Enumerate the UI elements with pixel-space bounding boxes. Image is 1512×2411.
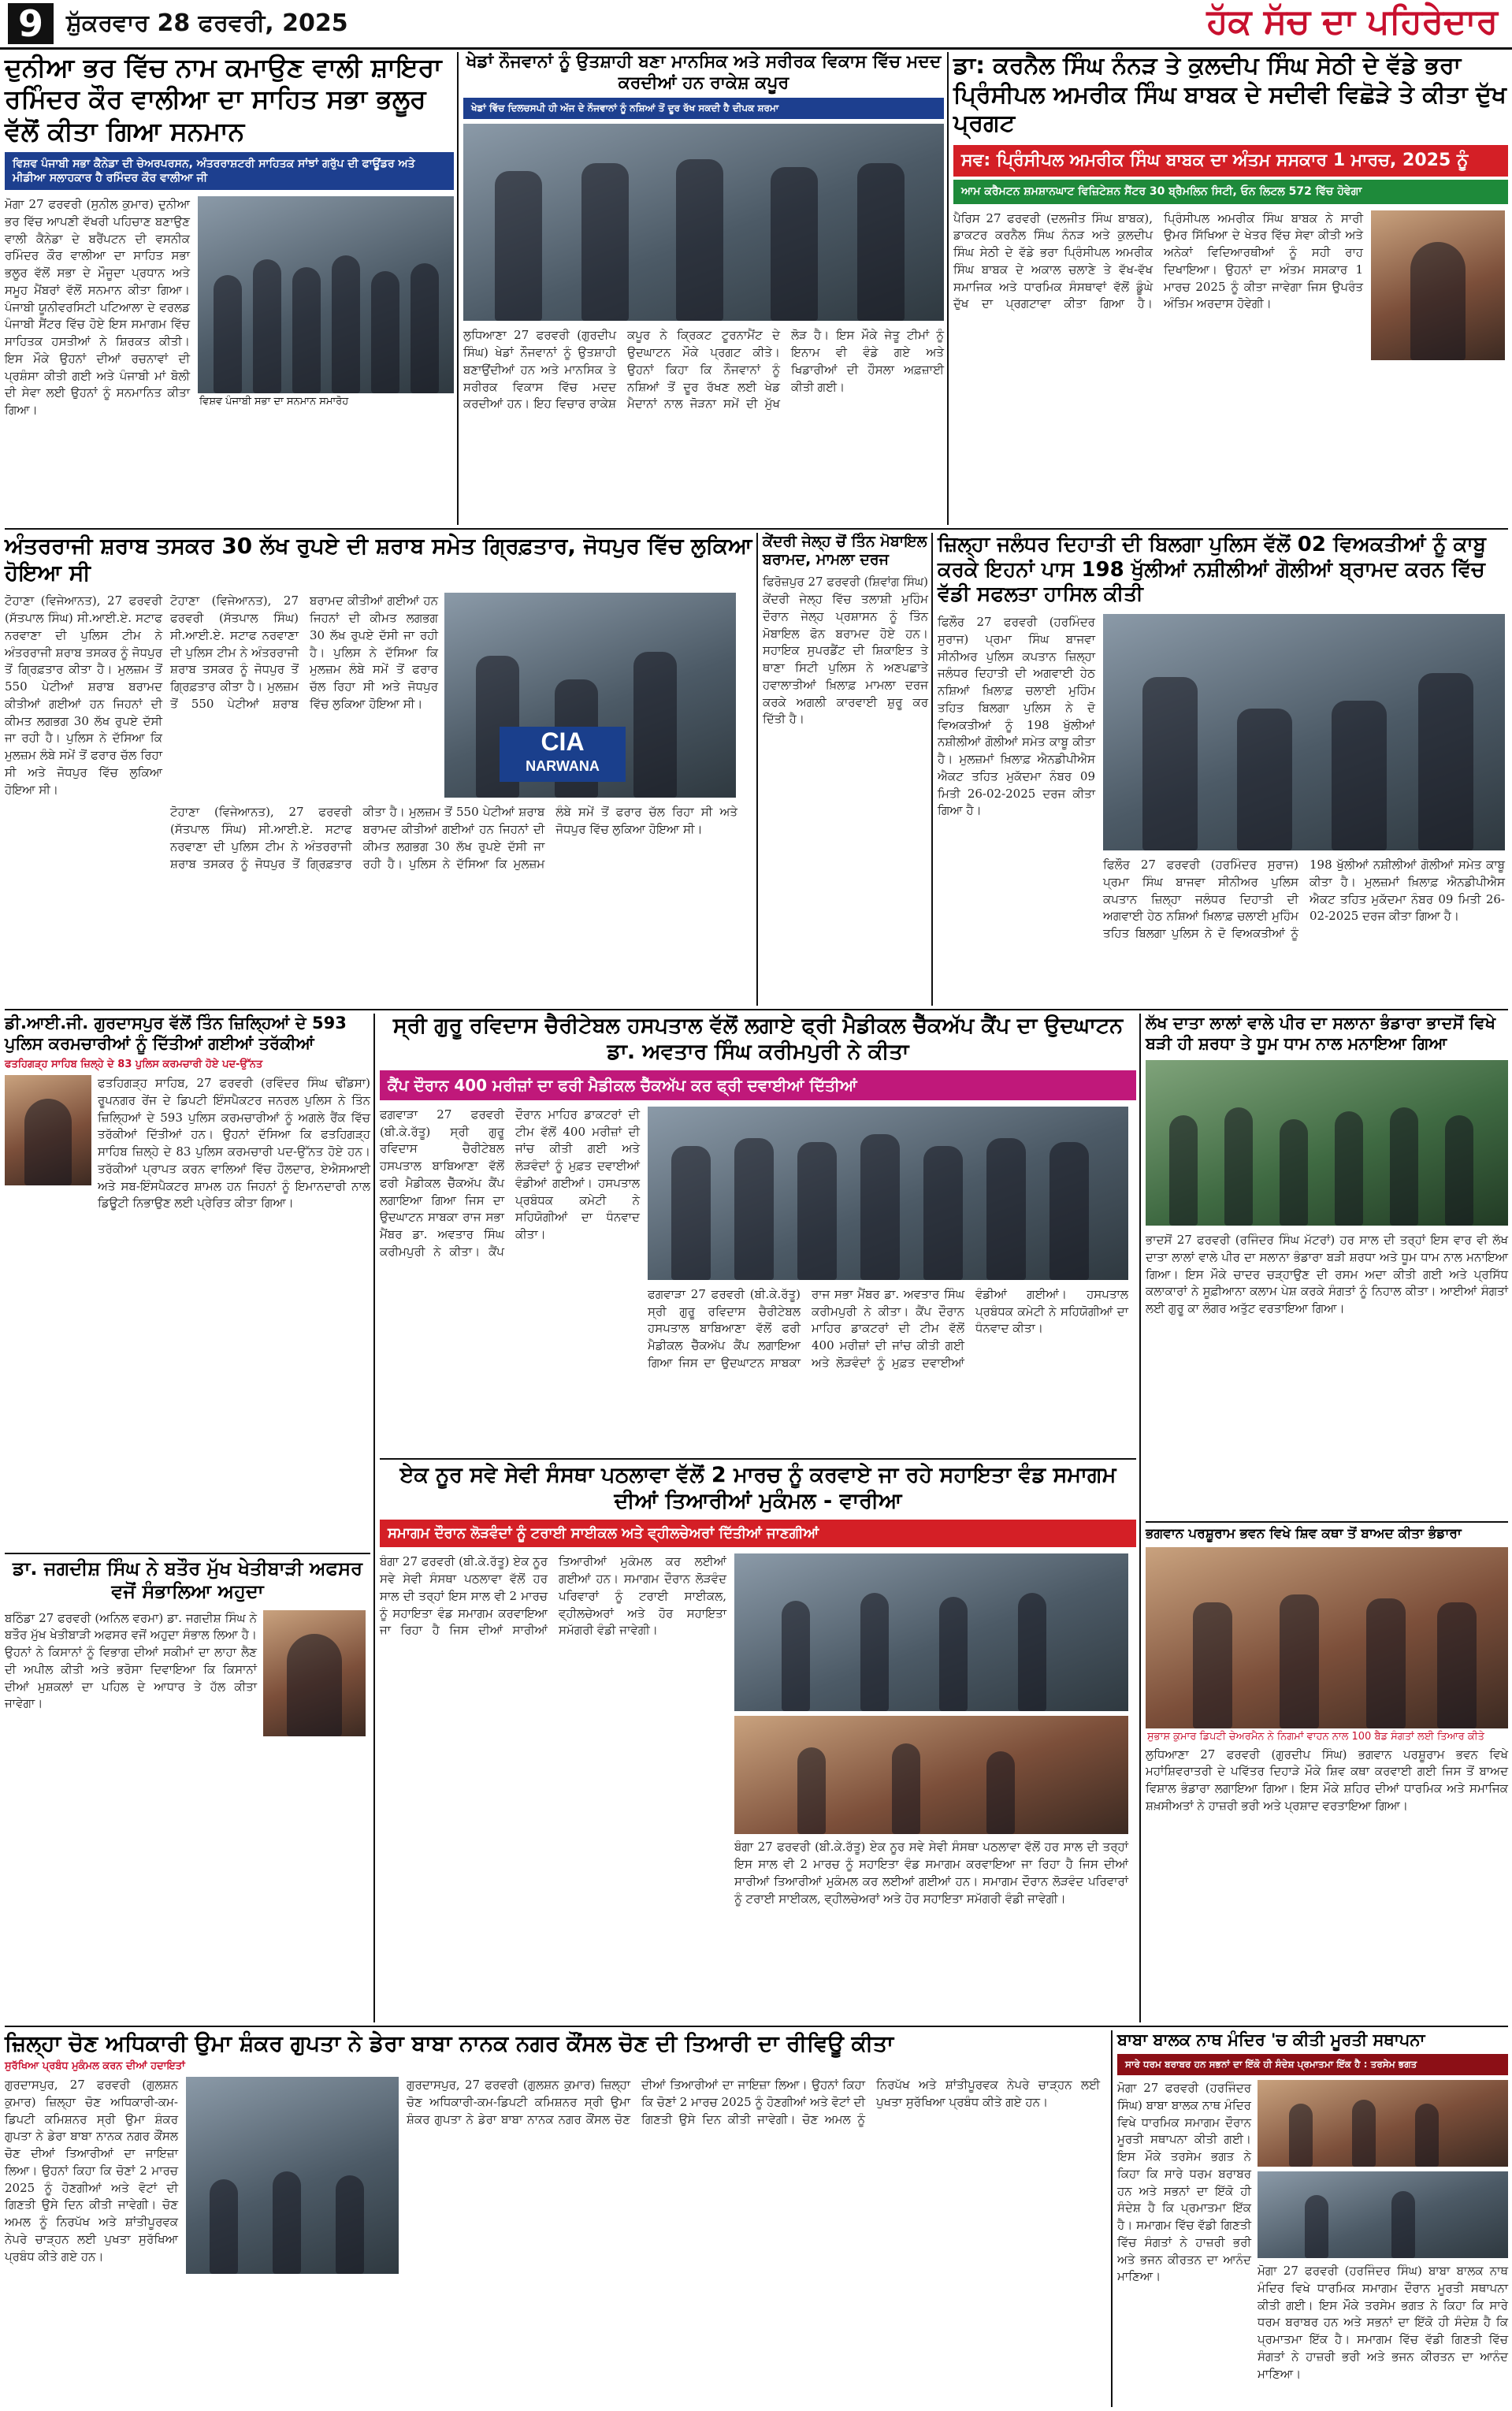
story-headline: ਏਕ ਨੂਰ ਸਵੇ ਸੇਵੀ ਸੰਸਥਾ ਪਠਲਾਵਾ ਵੱਲੋਂ 2 ਮਾਰਚ ਨੂੰ ਕਰਵਾਏ ਜਾ ਰਹੇ ਸਹਾਇਤਾ ਵੰਡ ਸਮਾਗਮ ਦੀਆਂ ਤਿਆਰੀਆਂ ਮੁਕੰਮਲ - ਵਾਰੀਆ (399, 1463, 1116, 1513)
photo-caption: ਸੁਭਾਸ਼ ਕੁਮਾਰ ਡਿਪਟੀ ਚੇਅਰਮੈਨ ਨੇ ਨਿਗਮਾਂ ਵਾਹਨ ਨਾਲ 100 ਬੈਡ ਸੰਗਤਾਂ ਲਈ ਤਿਆਰ ਕੀਤੇ (1147, 1730, 1484, 1743)
story-murti-sthapna (1117, 2030, 1508, 2407)
page-number: 9 (8, 3, 54, 44)
story-body: ਫਤਹਿਗੜ੍ਹ ਸਾਹਿਬ, 27 ਫਰਵਰੀ (ਰਵਿੰਦਰ ਸਿੰਘ ਢੀਂਡਸਾ) ਰੂਪਨਗਰ ਰੇਂਜ ਦੇ ਡਿਪਟੀ ਇੰਸਪੈਕਟਰ ਜਨਰਲ ਪੁਲਿਸ ਨੇ ਤਿੰਨ ਜ਼ਿਲ੍ਹਿਆਂ ਦੇ 593 ਪੁਲਿਸ ਕਰਮਚਾਰੀਆਂ ਨੂੰ ਅਗਲੇ ਰੈਂਕ ਵਿੱਚ ਤਰੱਕੀਆਂ ਦਿੱਤੀਆਂ ਹਨ। ਉਹਨਾਂ ਦੱਸਿਆ ਕਿ ਫਤਹਿਗੜ੍ਹ ਸਾਹਿਬ ਜ਼ਿਲ੍ਹੇ ਦੇ 83 ਪੁਲਿਸ ਕਰਮਚਾਰੀ ਪਦ-ਉੱਨਤ ਹੋਏ ਹਨ। ਤਰੱਕੀਆਂ ਪ੍ਰਾਪਤ ਕਰਨ ਵਾਲਿਆਂ ਵਿੱਚ ਹੌਲਦਾਰ, ਏਐਸਆਈ ਅਤੇ ਸਬ-ਇੰਸਪੈਕਟਰ ਸ਼ਾਮਲ ਹਨ ਜਿਹਨਾਂ ਨੂੰ ਇਮਾਨਦਾਰੀ ਨਾਲ ਡਿਊਟੀ ਨਿਭਾਉਣ ਲਈ ਪ੍ਰੇਰਿਤ ਕੀਤਾ ਗਿਆ। (98, 1076, 370, 1211)
issue-date: ਸ਼ੁੱਕਰਵਾਰ 28 ਫਰਵਰੀ, 2025 (66, 9, 348, 37)
story-body: ਪੈਰਿਸ 27 ਫਰਵਰੀ (ਦਲਜੀਤ ਸਿੰਘ ਬਾਬਕ), ਡਾਕਟਰ ਕਰਨੈਲ ਸਿੰਘ ਨੰਨੜ ਅਤੇ ਕੁਲਦੀਪ ਸਿੰਘ ਸੇਠੀ ਦੇ ਵੱਡੇ ਭਰਾ ਪ੍ਰਿੰਸੀਪਲ ਅਮਰੀਕ ਸਿੰਘ ਬਾਬਕ ਦੇ ਅਕਾਲ ਚਲਾਣੇ ਤੇ ਵੱਖ-ਵੱਖ ਸਮਾਜਿਕ ਅਤੇ ਧਾਰਮਿਕ ਸੰਸਥਾਵਾਂ ਵੱਲੋਂ ਡੂੰਘੇ ਦੁੱਖ ਦਾ ਪ੍ਰਗਟਾਵਾ ਕੀਤਾ ਗਿਆ ਹੈ। ਪ੍ਰਿੰਸੀਪਲ ਅਮਰੀਕ ਸਿੰਘ ਬਾਬਕ ਨੇ ਸਾਰੀ ਉਮਰ ਸਿੱਖਿਆ ਦੇ ਖੇਤਰ ਵਿੱਚ ਸੇਵਾ ਕੀਤੀ ਅਤੇ ਅਨੇਕਾਂ ਵਿਦਿਆਰਥੀਆਂ ਨੂੰ ਸਹੀ ਰਾਹ ਦਿਖਾਇਆ। ਉਹਨਾਂ ਦਾ ਅੰਤਮ ਸਸਕਾਰ 1 ਮਾਰਚ 2025 ਨੂੰ ਕੀਤਾ ਜਾਵੇਗਾ ਜਿਸ ਉਪਰੰਤ ਅੰਤਿਮ ਅਰਦਾਸ ਹੋਵੇਗੀ। (953, 210, 1363, 311)
event-photo (198, 196, 454, 393)
temple-photo-1 (1258, 2080, 1508, 2167)
story-subhead: ਫਤਹਿਗੜ੍ਹ ਸਾਹਿਬ ਜ਼ਿਲ੍ਹੇ ਦੇ 83 ਪੁਲਿਸ ਕਰਮਚਾਰੀ ਹੋਏ ਪਦ-ਉੱਨਤ (5, 1059, 263, 1071)
story-body-continued: ਫਗਵਾੜਾ 27 ਫਰਵਰੀ (ਬੀ.ਕੇ.ਰੱਤੂ) ਸ੍ਰੀ ਗੁਰੂ ਰਵਿਦਾਸ ਚੈਰੀਟੇਬਲ ਹਸਪਤਾਲ ਬਾਬਿਆਣਾ ਵੱਲੋਂ ਫਰੀ ਮੈਡੀਕਲ ਚੈੱਕਅੱਪ ਕੈਂਪ ਲਗਾਇਆ ਗਿਆ ਜਿਸ ਦਾ ਉਦਘਾਟਨ ਸਾਬਕਾ ਰਾਜ ਸਭਾ ਮੈਂਬਰ ਡਾ. ਅਵਤਾਰ ਸਿੰਘ ਕਰੀਮਪੁਰੀ ਨੇ ਕੀਤਾ। ਕੈਂਪ ਦੌਰਾਨ ਮਾਹਿਰ ਡਾਕਟਰਾਂ ਦੀ ਟੀਮ ਵੱਲੋਂ 400 ਮਰੀਜ਼ਾਂ ਦੀ ਜਾਂਚ ਕੀਤੀ ਗਈ ਅਤੇ ਲੋੜਵੰਦਾਂ ਨੂੰ ਮੁਫ਼ਤ ਦਵਾਈਆਂ ਵੰਡੀਆਂ ਗਈਆਂ। ਹਸਪਤਾਲ ਪ੍ਰਬੰਧਕ ਕਮੇਟੀ ਨੇ ਸਹਿਯੋਗੀਆਂ ਦਾ ਧੰਨਵਾਦ ਕੀਤਾ। (648, 1286, 1128, 1370)
story-headline: ਦੁਨੀਆ ਭਰ ਵਿੱਚ ਨਾਮ ਕਮਾਉਣ ਵਾਲੀ ਸ਼ਾਇਰਾ ਰਮਿੰਦਰ ਕੌਰ ਵਾਲੀਆ ਦਾ ਸਾਹਿਤ ਸਭਾ ਭਲੂਰ ਵੱਲੋਂ ਕੀਤਾ ਗਿਆ ਸਨਮਾਨ (5, 52, 442, 147)
story-subhead: ਵਿਸ਼ਵ ਪੰਜਾਬੀ ਸਭਾ ਕੈਨੇਡਾ ਦੀ ਚੇਅਰਪਰਸਨ, ਅੰਤਰਰਾਸ਼ਟਰੀ ਸਾਹਿਤਕ ਸਾਂਝਾਂ ਗਰੁੱਪ ਦੀ ਫਾਊਂਡਰ ਅਤੇ ਮੀਡੀਆ ਸਲਾਹਕਾਰ ਹੈ ਰਮਿੰਦਰ ਕੌਰ ਵਾਲੀਆ ਜੀ (5, 152, 454, 190)
temple-photo-2 (1258, 2171, 1508, 2258)
portrait-photo (1371, 210, 1505, 360)
story-body-continued: ਫਿਲੌਰ 27 ਫਰਵਰੀ (ਹਰਮਿੰਦਰ ਸੁਰਾਜ) ਪ੍ਰਮਾ ਸਿੰਘ ਬਾਜਵਾ ਸੀਨੀਅਰ ਪੁਲਿਸ ਕਪਤਾਨ ਜ਼ਿਲ੍ਹਾ ਜਲੰਧਰ ਦਿਹਾਤੀ ਦੀ ਅਗਵਾਈ ਹੇਠ ਨਸ਼ਿਆਂ ਖ਼ਿਲਾਫ਼ ਚਲਾਈ ਮੁਹਿੰਮ ਤਹਿਤ ਬਿਲਗਾ ਪੁਲਿਸ ਨੇ ਦੋ ਵਿਅਕਤੀਆਂ ਨੂੰ 198 ਖੁੱਲੀਆਂ ਨਸ਼ੀਲੀਆਂ ਗੋਲੀਆਂ ਸਮੇਤ ਕਾਬੂ ਕੀਤਾ ਹੈ। ਮੁਲਜ਼ਮਾਂ ਖ਼ਿਲਾਫ਼ ਐਨਡੀਪੀਐਸ ਐਕਟ ਤਹਿਤ ਮੁਕੱਦਮਾ ਨੰਬਰ 09 ਮਿਤੀ 26-02-2025 ਦਰਜ ਕੀਤਾ ਗਿਆ ਹੈ। (1103, 858, 1505, 941)
story-headline: ਡੀ.ਆਈ.ਜੀ. ਗੁਰਦਾਸਪੁਰ ਵੱਲੋਂ ਤਿੰਨ ਜ਼ਿਲ੍ਹਿਆਂ ਦੇ 593 ਪੁਲਿਸ ਕਰਮਚਾਰੀਆਂ ਨੂੰ ਦਿੱਤੀਆਂ ਗਈਆਂ ਤਰੱਕੀਆਂ (5, 1014, 347, 1053)
masthead (0, 0, 1512, 50)
story-body-continued-2: ਟੋਹਾਣਾ (ਵਿਜੇਆਨਤ), 27 ਫਰਵਰੀ (ਸੱਤਪਾਲ ਸਿੰਘ) ਸੀ.ਆਈ.ਏ. ਸਟਾਫ ਨਰਵਾਣਾ ਦੀ ਪੁਲਿਸ ਟੀਮ ਨੇ ਅੰਤਰਰਾਜੀ ਸ਼ਰਾਬ ਤਸਕਰ ਨੂੰ ਜੋਧਪੁਰ ਤੋਂ ਗ੍ਰਿਫ਼ਤਾਰ ਕੀਤਾ ਹੈ। ਮੁਲਜ਼ਮ ਤੋਂ 550 ਪੇਟੀਆਂ ਸ਼ਰਾਬ ਬਰਾਮਦ ਕੀਤੀਆਂ ਗਈਆਂ ਹਨ ਜਿਹਨਾਂ ਦੀ ਕੀਮਤ ਲਗਭਗ 30 ਲੱਖ ਰੁਪਏ ਦੱਸੀ ਜਾ ਰਹੀ ਹੈ। ਪੁਲਿਸ ਨੇ ਦੱਸਿਆ ਕਿ ਮੁਲਜ਼ਮ ਲੰਬੇ ਸਮੇਂ ਤੋਂ ਫਰਾਰ ਚੱਲ ਰਿਹਾ ਸੀ ਅਤੇ ਜੋਧਪੁਰ ਵਿੱਚ ਲੁਕਿਆ ਹੋਇਆ ਸੀ। (170, 805, 737, 871)
story-subhead: ਕੈਂਪ ਦੌਰਾਨ 400 ਮਰੀਜ਼ਾਂ ਦਾ ਫਰੀ ਮੈਡੀਕਲ ਚੈੱਕਅੱਪ ਕਰ ਫ੍ਰੀ ਦਵਾਈਆਂ ਦਿੱਤੀਆਂ (380, 1070, 1136, 1100)
story-subhead: ਖੇਡਾਂ ਵਿੱਚ ਦਿਲਚਸਪੀ ਹੀ ਅੱਜ ਦੇ ਨੌਜਵਾਨਾਂ ਨੂੰ ਨਸ਼ਿਆਂ ਤੋਂ ਦੂਰ ਰੱਖ ਸਕਦੀ ਹੈ ਦੀਪਕ ਸ਼ਰਮਾ (463, 98, 944, 120)
story-jail-mobiles (763, 533, 928, 1006)
story-headline: ਜ਼ਿਲ੍ਹਾ ਚੋਣ ਅਧਿਕਾਰੀ ਉਮਾ ਸ਼ੰਕਰ ਗੁਪਤਾ ਨੇ ਡੇਰਾ ਬਾਬਾ ਨਾਨਕ ਨਗਰ ਕੌਂਸਲ ਚੋਣ ਦੀ ਤਿਆਰੀ ਦਾ ਰੀਵਿਊ ਕੀਤਾ (5, 2030, 894, 2056)
photo-caption: ਵਿਸ਼ਵ ਪੰਜਾਬੀ ਸਭਾ ਦਾ ਸਨਮਾਨ ਸਮਾਰੋਹ (199, 396, 349, 408)
story-liquor-smuggler (5, 533, 753, 1006)
story-headline: ਡਾ. ਜਗਦੀਸ਼ ਸਿੰਘ ਨੇ ਬਤੌਰ ਮੁੱਖ ਖੇਤੀਬਾੜੀ ਅਫਸਰ ਵਜੋਂ ਸੰਭਾਲਿਆ ਅਹੁਦਾ (12, 1557, 363, 1603)
bhandara-stage-photo (1146, 1547, 1508, 1728)
sports-photo (463, 124, 944, 321)
story-subhead: ਸਵ: ਪ੍ਰਿੰਸੀਪਲ ਅਮਰੀਕ ਸਿੰਘ ਬਾਬਕ ਦਾ ਅੰਤਮ ਸਸਕਾਰ 1 ਮਾਰਚ, 2025 ਨੂੰ (953, 145, 1508, 177)
story-headline: ਭਗਵਾਨ ਪਰਸ਼ੂਰਾਮ ਭਵਨ ਵਿਖੇ ਸ਼ਿਵ ਕਥਾ ਤੋਂ ਬਾਅਦ ਕੀਤਾ ਭੰਡਾਰਾ (1146, 1526, 1462, 1542)
story-subhead: ਸਾਰੇ ਧਰਮ ਬਰਾਬਰ ਹਨ ਸਭਨਾਂ ਦਾ ਇੱਕੋ ਹੀ ਸੰਦੇਸ਼ ਪ੍ਰਮਾਤਮਾ ਇੱਕ ਹੈ : ਤਰਸੇਮ ਭਗਤ (1117, 2054, 1508, 2076)
story-headline: ਬਾਬਾ ਬਾਲਕ ਨਾਥ ਮੰਦਿਰ 'ਚ ਕੀਤੀ ਮੂਰਤੀ ਸਥਾਪਨਾ (1117, 2030, 1425, 2049)
story-body: ਭਾਦਸੋਂ 27 ਫਰਵਰੀ (ਰਜਿੰਦਰ ਸਿੰਘ ਮੱਟਰਾਂ) ਹਰ ਸਾਲ ਦੀ ਤਰ੍ਹਾਂ ਇਸ ਵਾਰ ਵੀ ਲੱਖ ਦਾਤਾ ਲਾਲਾਂ ਵਾਲੇ ਪੀਰ ਦਾ ਸਲਾਨਾ ਭੰਡਾਰਾ ਬੜੀ ਸ਼ਰਧਾ ਅਤੇ ਧੂਮ ਧਾਮ ਨਾਲ ਮਨਾਇਆ ਗਿਆ। ਇਸ ਮੌਕੇ ਚਾਦਰ ਚੜ੍ਹਾਉਣ ਦੀ ਰਸਮ ਅਦਾ ਕੀਤੀ ਗਈ ਅਤੇ ਪ੍ਰਸਿੱਧ ਕਲਾਕਾਰਾਂ ਨੇ ਸੂਫ਼ੀਆਨਾ ਕਲਾਮ ਪੇਸ਼ ਕਰਕੇ ਸੰਗਤਾਂ ਨੂੰ ਨਿਹਾਲ ਕੀਤਾ। ਆਈਆਂ ਸੰਗਤਾਂ ਲਈ ਗੁਰੂ ਕਾ ਲੰਗਰ ਅਤੁੱਟ ਵਰਤਾਇਆ ਗਿਆ। (1146, 1233, 1508, 1316)
officer-portrait (263, 1610, 366, 1736)
newspaper-logo: ਹੱਕ ਸੱਚ ਦਾ ਪਹਿਰੇਦਾਰ (1206, 2, 1498, 42)
story-body-continued: ਬੰਗਾ 27 ਫਰਵਰੀ (ਬੀ.ਕੇ.ਰੱਤੂ) ਏਕ ਨੂਰ ਸਵੇ ਸੇਵੀ ਸੰਸਥਾ ਪਠਲਾਵਾ ਵੱਲੋਂ ਹਰ ਸਾਲ ਦੀ ਤਰ੍ਹਾਂ ਇਸ ਸਾਲ ਵੀ 2 ਮਾਰਚ ਨੂੰ ਸਹਾਇਤਾ ਵੰਡ ਸਮਾਗਮ ਕਰਵਾਇਆ ਜਾ ਰਿਹਾ ਹੈ ਜਿਸ ਦੀਆਂ ਸਾਰੀਆਂ ਤਿਆਰੀਆਂ ਮੁਕੰਮਲ ਕਰ ਲਈਆਂ ਗਈਆਂ ਹਨ। ਸਮਾਗਮ ਦੌਰਾਨ ਲੋੜਵੰਦ ਪਰਿਵਾਰਾਂ ਨੂੰ ਟਰਾਈ ਸਾਈਕਲ, ਵ੍ਹੀਲਚੇਅਰਾਂ ਅਤੇ ਹੋਰ ਸਹਾਇਤਾ ਸਮੱਗਰੀ ਵੰਡੀ ਜਾਵੇਗੀ। (734, 1840, 1128, 1906)
story-subhead: ਸੁਰੱਖਿਆ ਪ੍ਰਬੰਧ ਮੁਕੰਮਲ ਕਰਨ ਦੀਆਂ ਹਦਾਇਤਾਂ (5, 2060, 185, 2073)
story-sports-youth (463, 52, 944, 525)
aid-event-photo-2 (734, 1716, 1128, 1834)
story-body: ਮੋਗਾ 27 ਫਰਵਰੀ (ਹਰਜਿੰਦਰ ਸਿੰਘ) ਬਾਬਾ ਬਾਲਕ ਨਾਥ ਮੰਦਿਰ ਵਿਖੇ ਧਾਰਮਿਕ ਸਮਾਗਮ ਦੌਰਾਨ ਮੂਰਤੀ ਸਥਾਪਨਾ ਕੀਤੀ ਗਈ। ਇਸ ਮੌਕੇ ਤਰਸੇਮ ਭਗਤ ਨੇ ਕਿਹਾ ਕਿ ਸਾਰੇ ਧਰਮ ਬਰਾਬਰ ਹਨ ਅਤੇ ਸਭਨਾਂ ਦਾ ਇੱਕੋ ਹੀ ਸੰਦੇਸ਼ ਹੈ ਕਿ ਪ੍ਰਮਾਤਮਾ ਇੱਕ ਹੈ। ਸਮਾਗਮ ਵਿੱਚ ਵੱਡੀ ਗਿਣਤੀ ਵਿੱਚ ਸੰਗਤਾਂ ਨੇ ਹਾਜ਼ਰੀ ਭਰੀ ਅਤੇ ਭਜਨ ਕੀਰਤਨ ਦਾ ਆਨੰਦ ਮਾਣਿਆ। (1117, 2081, 1251, 2284)
meeting-photo (186, 2077, 399, 2274)
story-headline: ਡਾ: ਕਰਨੈਲ ਸਿੰਘ ਨੰਨੜ ਤੇ ਕੁਲਦੀਪ ਸਿੰਘ ਸੇਠੀ ਦੇ ਵੱਡੇ ਭਰਾ ਪ੍ਰਿੰਸੀਪਲ ਅਮਰੀਕ ਸਿੰਘ ਬਾਬਕ ਦੇ ਸਦੀਵੀ ਵਿਛੋੜੇ ਤੇ ਕੀਤਾ ਦੁੱਖ ਪ੍ਰਗਟ (953, 52, 1506, 138)
story-aid-distribution (380, 1463, 1136, 2022)
police-photo (444, 593, 736, 798)
story-agriculture-officer (5, 1557, 370, 2022)
story-billga-police (938, 533, 1508, 1006)
story-body-continued: ਗੁਰਦਾਸਪੁਰ, 27 ਫਰਵਰੀ (ਗੁਲਸ਼ਨ ਕੁਮਾਰ) ਜ਼ਿਲ੍ਹਾ ਚੋਣ ਅਧਿਕਾਰੀ-ਕਮ-ਡਿਪਟੀ ਕਮਿਸ਼ਨਰ ਸ੍ਰੀ ਉਮਾ ਸ਼ੰਕਰ ਗੁਪਤਾ ਨੇ ਡੇਰਾ ਬਾਬਾ ਨਾਨਕ ਨਗਰ ਕੌਂਸਲ ਚੋਣ ਦੀਆਂ ਤਿਆਰੀਆਂ ਦਾ ਜਾਇਜ਼ਾ ਲਿਆ। ਉਹਨਾਂ ਕਿਹਾ ਕਿ ਚੋਣਾਂ 2 ਮਾਰਚ 2025 ਨੂੰ ਹੋਣਗੀਆਂ ਅਤੇ ਵੋਟਾਂ ਦੀ ਗਿਣਤੀ ਉਸੇ ਦਿਨ ਕੀਤੀ ਜਾਵੇਗੀ। ਚੋਣ ਅਮਲ ਨੂੰ ਨਿਰਪੱਖ ਅਤੇ ਸ਼ਾਂਤੀਪੂਰਵਕ ਨੇਪਰੇ ਚਾੜ੍ਹਨ ਲਈ ਪੁਖਤਾ ਸੁਰੱਖਿਆ ਪ੍ਰਬੰਧ ਕੀਤੇ ਗਏ ਹਨ। (407, 2078, 1100, 2126)
story-condolence (953, 52, 1508, 525)
story-body: ਟੋਹਾਣਾ (ਵਿਜੇਆਨਤ), 27 ਫਰਵਰੀ (ਸੱਤਪਾਲ ਸਿੰਘ) ਸੀ.ਆਈ.ਏ. ਸਟਾਫ ਨਰਵਾਣਾ ਦੀ ਪੁਲਿਸ ਟੀਮ ਨੇ ਅੰਤਰਰਾਜੀ ਸ਼ਰਾਬ ਤਸਕਰ ਨੂੰ ਜੋਧਪੁਰ ਤੋਂ ਗ੍ਰਿਫ਼ਤਾਰ ਕੀਤਾ ਹੈ। ਮੁਲਜ਼ਮ ਤੋਂ 550 ਪੇਟੀਆਂ ਸ਼ਰਾਬ ਬਰਾਮਦ ਕੀਤੀਆਂ ਗਈਆਂ ਹਨ ਜਿਹਨਾਂ ਦੀ ਕੀਮਤ ਲਗਭਗ 30 ਲੱਖ ਰੁਪਏ ਦੱਸੀ ਜਾ ਰਹੀ ਹੈ। ਪੁਲਿਸ ਨੇ ਦੱਸਿਆ ਕਿ ਮੁਲਜ਼ਮ ਲੰਬੇ ਸਮੇਂ ਤੋਂ ਫਰਾਰ ਚੱਲ ਰਿਹਾ ਸੀ ਅਤੇ ਜੋਧਪੁਰ ਵਿੱਚ ਲੁਕਿਆ ਹੋਇਆ ਸੀ। (5, 593, 162, 797)
story-body: ਫਗਵਾੜਾ 27 ਫਰਵਰੀ (ਬੀ.ਕੇ.ਰੱਤੂ) ਸ੍ਰੀ ਗੁਰੂ ਰਵਿਦਾਸ ਚੈਰੀਟੇਬਲ ਹਸਪਤਾਲ ਬਾਬਿਆਣਾ ਵੱਲੋਂ ਫਰੀ ਮੈਡੀਕਲ ਚੈੱਕਅੱਪ ਕੈਂਪ ਲਗਾਇਆ ਗਿਆ ਜਿਸ ਦਾ ਉਦਘਾਟਨ ਸਾਬਕਾ ਰਾਜ ਸਭਾ ਮੈਂਬਰ ਡਾ. ਅਵਤਾਰ ਸਿੰਘ ਕਰੀਮਪੁਰੀ ਨੇ ਕੀਤਾ। ਕੈਂਪ ਦੌਰਾਨ ਮਾਹਿਰ ਡਾਕਟਰਾਂ ਦੀ ਟੀਮ ਵੱਲੋਂ 400 ਮਰੀਜ਼ਾਂ ਦੀ ਜਾਂਚ ਕੀਤੀ ਗਈ ਅਤੇ ਲੋੜਵੰਦਾਂ ਨੂੰ ਮੁਫ਼ਤ ਦਵਾਈਆਂ ਵੰਡੀਆਂ ਗਈਆਂ। ਹਸਪਤਾਲ ਪ੍ਰਬੰਧਕ ਕਮੇਟੀ ਨੇ ਸਹਿਯੋਗੀਆਂ ਦਾ ਧੰਨਵਾਦ ਕੀਤਾ। (380, 1107, 640, 1259)
story-headline: ਅੰਤਰਰਾਜੀ ਸ਼ਰਾਬ ਤਸਕਰ 30 ਲੱਖ ਰੁਪਏ ਦੀ ਸ਼ਰਾਬ ਸਮੇਤ ਗ੍ਰਿਫ਼ਤਾਰ, ਜੋਧਪੁਰ ਵਿੱਚ ਲੁਕਿਆ ਹੋਇਆ ਸੀ (5, 533, 752, 586)
story-body: ਲੁਧਿਆਣਾ 27 ਫਰਵਰੀ (ਗੁਰਦੀਪ ਸਿੰਘ) ਖੇਡਾਂ ਨੌਜਵਾਨਾਂ ਨੂੰ ਉਤਸ਼ਾਹੀ ਬਣਾਉਂਦੀਆਂ ਹਨ ਅਤੇ ਮਾਨਸਿਕ ਤੇ ਸਰੀਰਕ ਵਿਕਾਸ ਵਿੱਚ ਮਦਦ ਕਰਦੀਆਂ ਹਨ। ਇਹ ਵਿਚਾਰ ਰਾਕੇਸ਼ ਕਪੂਰ ਨੇ ਕ੍ਰਿਕਟ ਟੂਰਨਾਮੈਂਟ ਦੇ ਉਦਘਾਟਨ ਮੌਕੇ ਪ੍ਰਗਟ ਕੀਤੇ। ਉਹਨਾਂ ਕਿਹਾ ਕਿ ਨੌਜਵਾਨਾਂ ਨੂੰ ਨਸ਼ਿਆਂ ਤੋਂ ਦੂਰ ਰੱਖਣ ਲਈ ਖੇਡ ਮੈਦਾਨਾਂ ਨਾਲ ਜੋੜਨਾ ਸਮੇਂ ਦੀ ਮੁੱਖ ਲੋੜ ਹੈ। ਇਸ ਮੌਕੇ ਜੇਤੂ ਟੀਮਾਂ ਨੂੰ ਇਨਾਮ ਵੀ ਵੰਡੇ ਗਏ ਅਤੇ ਖਿਡਾਰੀਆਂ ਦੀ ਹੌਸਲਾ ਅਫ਼ਜ਼ਾਈ ਕੀਤੀ ਗਈ। (463, 328, 944, 411)
story-parshuram-bhawan (1146, 1526, 1508, 2022)
story-body: ਮੋਗਾ 27 ਫਰਵਰੀ (ਸੁਨੀਲ ਕੁਮਾਰ) ਦੁਨੀਆ ਭਰ ਵਿੱਚ ਆਪਣੀ ਵੱਖਰੀ ਪਹਿਚਾਣ ਬਣਾਉਣ ਵਾਲੀ ਕੈਨੇਡਾ ਦੇ ਬਰੈਂਪਟਨ ਦੀ ਵਸਨੀਕ ਰਮਿੰਦਰ ਕੌਰ ਵਾਲੀਆ ਦਾ ਸਾਹਿਤ ਸਭਾ ਭਲੂਰ ਵੱਲੋਂ ਸਭਾ ਦੇ ਮੌਜੂਦਾ ਪ੍ਰਧਾਨ ਅਤੇ ਸਮੂਹ ਮੈਂਬਰਾਂ ਵੱਲੋਂ ਸਨਮਾਨ ਕੀਤਾ ਗਿਆ। ਪੰਜਾਬੀ ਯੂਨੀਵਰਸਿਟੀ ਪਟਿਆਲਾ ਦੇ ਵਰਲਡ ਪੰਜਾਬੀ ਸੈਂਟਰ ਵਿੱਚ ਹੋਏ ਇਸ ਸਮਾਗਮ ਵਿੱਚ ਸਾਹਿਤਕ ਹਸਤੀਆਂ ਨੇ ਸ਼ਿਰਕਤ ਕੀਤੀ। ਇਸ ਮੌਕੇ ਉਹਨਾਂ ਦੀਆਂ ਰਚਨਾਵਾਂ ਦੀ ਪ੍ਰਸ਼ੰਸਾ ਕੀਤੀ ਗਈ ਅਤੇ ਪੰਜਾਬੀ ਮਾਂ ਬੋਲੀ ਦੀ ਸੇਵਾ ਲਈ ਉਹਨਾਂ ਨੂੰ ਸਨਮਾਨਿਤ ਕੀਤਾ ਗਿਆ। (5, 197, 190, 418)
dig-portrait (5, 1075, 91, 1185)
story-headline: ਲੱਖ ਦਾਤਾ ਲਾਲਾਂ ਵਾਲੇ ਪੀਰ ਦਾ ਸਲਾਨਾ ਭੰਡਾਰਾ ਭਾਦਸੋਂ ਵਿਖੇ ਬੜੀ ਹੀ ਸ਼ਰਧਾ ਤੇ ਧੂਮ ਧਾਮ ਨਾਲ ਮਨਾਇਆ ਗਿਆ (1146, 1014, 1496, 1053)
story-body: ਬਠਿੰਡਾ 27 ਫਰਵਰੀ (ਅਨਿਲ ਵਰਮਾ) ਡਾ. ਜਗਦੀਸ਼ ਸਿੰਘ ਨੇ ਬਤੌਰ ਮੁੱਖ ਖੇਤੀਬਾੜੀ ਅਫਸਰ ਵਜੋਂ ਅਹੁਦਾ ਸੰਭਾਲ ਲਿਆ ਹੈ। ਉਹਨਾਂ ਨੇ ਕਿਸਾਨਾਂ ਨੂੰ ਵਿਭਾਗ ਦੀਆਂ ਸਕੀਮਾਂ ਦਾ ਲਾਹਾ ਲੈਣ ਦੀ ਅਪੀਲ ਕੀਤੀ ਅਤੇ ਭਰੋਸਾ ਦਿਵਾਇਆ ਕਿ ਕਿਸਾਨਾਂ ਦੀਆਂ ਮੁਸ਼ਕਲਾਂ ਦਾ ਪਹਿਲ ਦੇ ਆਧਾਰ ਤੇ ਹੱਲ ਕੀਤਾ ਜਾਵੇਗਾ। (5, 1610, 257, 1711)
story-body-continued: ਮੋਗਾ 27 ਫਰਵਰੀ (ਹਰਜਿੰਦਰ ਸਿੰਘ) ਬਾਬਾ ਬਾਲਕ ਨਾਥ ਮੰਦਿਰ ਵਿਖੇ ਧਾਰਮਿਕ ਸਮਾਗਮ ਦੌਰਾਨ ਮੂਰਤੀ ਸਥਾਪਨਾ ਕੀਤੀ ਗਈ। ਇਸ ਮੌਕੇ ਤਰਸੇਮ ਭਗਤ ਨੇ ਕਿਹਾ ਕਿ ਸਾਰੇ ਧਰਮ ਬਰਾਬਰ ਹਨ ਅਤੇ ਸਭਨਾਂ ਦਾ ਇੱਕੋ ਹੀ ਸੰਦੇਸ਼ ਹੈ ਕਿ ਪ੍ਰਮਾਤਮਾ ਇੱਕ ਹੈ। ਸਮਾਗਮ ਵਿੱਚ ਵੱਡੀ ਗਿਣਤੀ ਵਿੱਚ ਸੰਗਤਾਂ ਨੇ ਹਾਜ਼ਰੀ ਭਰੀ ਅਤੇ ਭਜਨ ਕੀਰਤਨ ਦਾ ਆਨੰਦ ਮਾਣਿਆ। (1258, 2264, 1508, 2381)
story-headline: ਕੇਂਦਰੀ ਜੇਲ੍ਹ ਚੋਂ ਤਿੰਨ ਮੋਬਾਇਲ ਬਰਾਮਦ, ਮਾਮਲਾ ਦਰਜ (763, 533, 927, 569)
story-body: ਫਿਰੋਜ਼ਪੁਰ 27 ਫਰਵਰੀ (ਸ਼ਿਵਾਂਗ ਸਿੰਘ) ਕੇਂਦਰੀ ਜੇਲ੍ਹ ਵਿੱਚ ਤਲਾਸ਼ੀ ਮੁਹਿੰਮ ਦੌਰਾਨ ਜੇਲ੍ਹ ਪ੍ਰਸ਼ਾਸਨ ਨੂੰ ਤਿੰਨ ਮੋਬਾਇਲ ਫੋਨ ਬਰਾਮਦ ਹੋਏ ਹਨ। ਸਹਾਇਕ ਸੁਪਰਡੈਂਟ ਦੀ ਸ਼ਿਕਾਇਤ ਤੇ ਥਾਣਾ ਸਿਟੀ ਪੁਲਿਸ ਨੇ ਅਣਪਛਾਤੇ ਹਵਾਲਾਤੀਆਂ ਖ਼ਿਲਾਫ਼ ਮਾਮਲਾ ਦਰਜ ਕਰਕੇ ਅਗਲੀ ਕਾਰਵਾਈ ਸ਼ੁਰੂ ਕਰ ਦਿੱਤੀ ਹੈ। (763, 575, 928, 727)
story-headline: ਸ੍ਰੀ ਗੁਰੂ ਰਵਿਦਾਸ ਚੈਰੀਟੇਬਲ ਹਸਪਤਾਲ ਵੱਲੋਂ ਲਗਾਏ ਫ੍ਰੀ ਮੈਡੀਕਲ ਚੈੱਕਅੱਪ ਕੈਂਪ ਦਾ ਉਦਘਾਟਨ ਡਾ. ਅਵਤਾਰ ਸਿੰਘ ਕਰੀਮਪੁਰੀ ਨੇ ਕੀਤਾ (392, 1014, 1124, 1064)
story-body: ਲੁਧਿਆਣਾ 27 ਫਰਵਰੀ (ਗੁਰਦੀਪ ਸਿੰਘ) ਭਗਵਾਨ ਪਰਸ਼ੂਰਾਮ ਭਵਨ ਵਿਖੇ ਮਹਾਂਸ਼ਿਵਰਾਤਰੀ ਦੇ ਪਵਿੱਤਰ ਦਿਹਾੜੇ ਮੌਕੇ ਸ਼ਿਵ ਕਥਾ ਕਰਵਾਈ ਗਈ ਜਿਸ ਤੋਂ ਬਾਅਦ ਵਿਸ਼ਾਲ ਭੰਡਾਰਾ ਲਗਾਇਆ ਗਿਆ। ਇਸ ਮੌਕੇ ਸ਼ਹਿਰ ਦੀਆਂ ਧਾਰਮਿਕ ਅਤੇ ਸਮਾਜਿਕ ਸ਼ਖ਼ਸੀਅਤਾਂ ਨੇ ਹਾਜ਼ਰੀ ਭਰੀ ਅਤੇ ਪ੍ਰਸ਼ਾਦ ਵਰਤਾਇਆ ਗਿਆ। (1146, 1747, 1508, 1813)
story-subhead: ਸਮਾਗਮ ਦੌਰਾਨ ਲੋੜਵੰਦਾਂ ਨੂੰ ਟਰਾਈ ਸਾਈਕਲ ਅਤੇ ਵ੍ਹੀਲਚੇਅਰਾਂ ਦਿੱਤੀਆਂ ਜਾਣਗੀਆਂ (380, 1520, 1136, 1547)
story-police-promotions (5, 1014, 370, 1550)
story-peer-bhandara (1146, 1014, 1508, 1518)
story-body: ਗੁਰਦਾਸਪੁਰ, 27 ਫਰਵਰੀ (ਗੁਲਸ਼ਨ ਕੁਮਾਰ) ਜ਼ਿਲ੍ਹਾ ਚੋਣ ਅਧਿਕਾਰੀ-ਕਮ-ਡਿਪਟੀ ਕਮਿਸ਼ਨਰ ਸ੍ਰੀ ਉਮਾ ਸ਼ੰਕਰ ਗੁਪਤਾ ਨੇ ਡੇਰਾ ਬਾਬਾ ਨਾਨਕ ਨਗਰ ਕੌਂਸਲ ਚੋਣ ਦੀਆਂ ਤਿਆਰੀਆਂ ਦਾ ਜਾਇਜ਼ਾ ਲਿਆ। ਉਹਨਾਂ ਕਿਹਾ ਕਿ ਚੋਣਾਂ 2 ਮਾਰਚ 2025 ਨੂੰ ਹੋਣਗੀਆਂ ਅਤੇ ਵੋਟਾਂ ਦੀ ਗਿਣਤੀ ਉਸੇ ਦਿਨ ਕੀਤੀ ਜਾਵੇਗੀ। ਚੋਣ ਅਮਲ ਨੂੰ ਨਿਰਪੱਖ ਅਤੇ ਸ਼ਾਂਤੀਪੂਰਵਕ ਨੇਪਰੇ ਚਾੜ੍ਹਨ ਲਈ ਪੁਖਤਾ ਸੁਰੱਖਿਆ ਪ੍ਰਬੰਧ ਕੀਤੇ ਗਏ ਹਨ। (5, 2078, 178, 2264)
story-body-continued: ਟੋਹਾਣਾ (ਵਿਜੇਆਨਤ), 27 ਫਰਵਰੀ (ਸੱਤਪਾਲ ਸਿੰਘ) ਸੀ.ਆਈ.ਏ. ਸਟਾਫ ਨਰਵਾਣਾ ਦੀ ਪੁਲਿਸ ਟੀਮ ਨੇ ਅੰਤਰਰਾਜੀ ਸ਼ਰਾਬ ਤਸਕਰ ਨੂੰ ਜੋਧਪੁਰ ਤੋਂ ਗ੍ਰਿਫ਼ਤਾਰ ਕੀਤਾ ਹੈ। ਮੁਲਜ਼ਮ ਤੋਂ 550 ਪੇਟੀਆਂ ਸ਼ਰਾਬ ਬਰਾਮਦ ਕੀਤੀਆਂ ਗਈਆਂ ਹਨ ਜਿਹਨਾਂ ਦੀ ਕੀਮਤ ਲਗਭਗ 30 ਲੱਖ ਰੁਪਏ ਦੱਸੀ ਜਾ ਰਹੀ ਹੈ। ਪੁਲਿਸ ਨੇ ਦੱਸਿਆ ਕਿ ਮੁਲਜ਼ਮ ਲੰਬੇ ਸਮੇਂ ਤੋਂ ਫਰਾਰ ਚੱਲ ਰਿਹਾ ਸੀ ਅਤੇ ਜੋਧਪੁਰ ਵਿੱਚ ਲੁਕਿਆ ਹੋਇਆ ਸੀ। (170, 593, 438, 711)
story-headline: ਜ਼ਿਲ੍ਹਾ ਜਲੰਧਰ ਦਿਹਾਤੀ ਦੀ ਬਿਲਗਾ ਪੁਲਿਸ ਵੱਲੋਂ 02 ਵਿਅਕਤੀਆਂ ਨੂੰ ਕਾਬੂ ਕਰਕੇ ਇਹਨਾਂ ਪਾਸ 198 ਖੁੱਲੀਆਂ ਨਸ਼ੀਲੀਆਂ ਗੋਲੀਆਂ ਬ੍ਰਾਮਦ ਕਰਨ ਵਿੱਚ ਵੱਡੀ ਸਫਲਤਾ ਹਾਸਿਲ ਕੀਤੀ (938, 533, 1486, 607)
story-body: ਫਿਲੌਰ 27 ਫਰਵਰੀ (ਹਰਮਿੰਦਰ ਸੁਰਾਜ) ਪ੍ਰਮਾ ਸਿੰਘ ਬਾਜਵਾ ਸੀਨੀਅਰ ਪੁਲਿਸ ਕਪਤਾਨ ਜ਼ਿਲ੍ਹਾ ਜਲੰਧਰ ਦਿਹਾਤੀ ਦੀ ਅਗਵਾਈ ਹੇਠ ਨਸ਼ਿਆਂ ਖ਼ਿਲਾਫ਼ ਚਲਾਈ ਮੁਹਿੰਮ ਤਹਿਤ ਬਿਲਗਾ ਪੁਲਿਸ ਨੇ ਦੋ ਵਿਅਕਤੀਆਂ ਨੂੰ 198 ਖੁੱਲੀਆਂ ਨਸ਼ੀਲੀਆਂ ਗੋਲੀਆਂ ਸਮੇਤ ਕਾਬੂ ਕੀਤਾ ਹੈ। ਮੁਲਜ਼ਮਾਂ ਖ਼ਿਲਾਫ਼ ਐਨਡੀਪੀਐਸ ਐਕਟ ਤਹਿਤ ਮੁਕੱਦਮਾ ਨੰਬਰ 09 ਮਿਤੀ 26-02-2025 ਦਰਜ ਕੀਤਾ ਗਿਆ ਹੈ। (938, 615, 1095, 818)
story-writer-honour (5, 52, 454, 525)
story-subhead-2: ਆਮ ਕਰੈਮਟਨ ਸ਼ਮਸ਼ਾਨਘਾਟ ਵਿਜ਼ਿਟੇਸ਼ਨ ਸੈਂਟਰ 30 ਬ੍ਰੈਮਲਿਨ ਸਿਟੀ, ਓਨ ਲਿਟਲ 572 ਵਿੱਚ ਹੋਵੇਗਾ (953, 180, 1508, 203)
cia-narwana-badge: CIA NARWANA (500, 727, 626, 782)
medical-camp-photo (648, 1107, 1128, 1280)
aid-event-photo-1 (734, 1553, 1128, 1711)
arrest-photo (1103, 614, 1505, 850)
story-medical-camp (380, 1014, 1136, 1455)
bhandara-photo (1146, 1060, 1508, 1226)
story-election-review (5, 2030, 1108, 2407)
story-body: ਬੰਗਾ 27 ਫਰਵਰੀ (ਬੀ.ਕੇ.ਰੱਤੂ) ਏਕ ਨੂਰ ਸਵੇ ਸੇਵੀ ਸੰਸਥਾ ਪਠਲਾਵਾ ਵੱਲੋਂ ਹਰ ਸਾਲ ਦੀ ਤਰ੍ਹਾਂ ਇਸ ਸਾਲ ਵੀ 2 ਮਾਰਚ ਨੂੰ ਸਹਾਇਤਾ ਵੰਡ ਸਮਾਗਮ ਕਰਵਾਇਆ ਜਾ ਰਿਹਾ ਹੈ ਜਿਸ ਦੀਆਂ ਸਾਰੀਆਂ ਤਿਆਰੀਆਂ ਮੁਕੰਮਲ ਕਰ ਲਈਆਂ ਗਈਆਂ ਹਨ। ਸਮਾਗਮ ਦੌਰਾਨ ਲੋੜਵੰਦ ਪਰਿਵਾਰਾਂ ਨੂੰ ਟਰਾਈ ਸਾਈਕਲ, ਵ੍ਹੀਲਚੇਅਰਾਂ ਅਤੇ ਹੋਰ ਸਹਾਇਤਾ ਸਮੱਗਰੀ ਵੰਡੀ ਜਾਵੇਗੀ। (380, 1554, 726, 1638)
story-headline: ਖੇਡਾਂ ਨੌਜਵਾਨਾਂ ਨੂੰ ਉਤਸ਼ਾਹੀ ਬਣਾ ਮਾਨਸਿਕ ਅਤੇ ਸਰੀਰਕ ਵਿਕਾਸ ਵਿੱਚ ਮਦਦ ਕਰਦੀਆਂ ਹਨ ਰਾਕੇਸ਼ ਕਪੂਰ (466, 52, 942, 93)
